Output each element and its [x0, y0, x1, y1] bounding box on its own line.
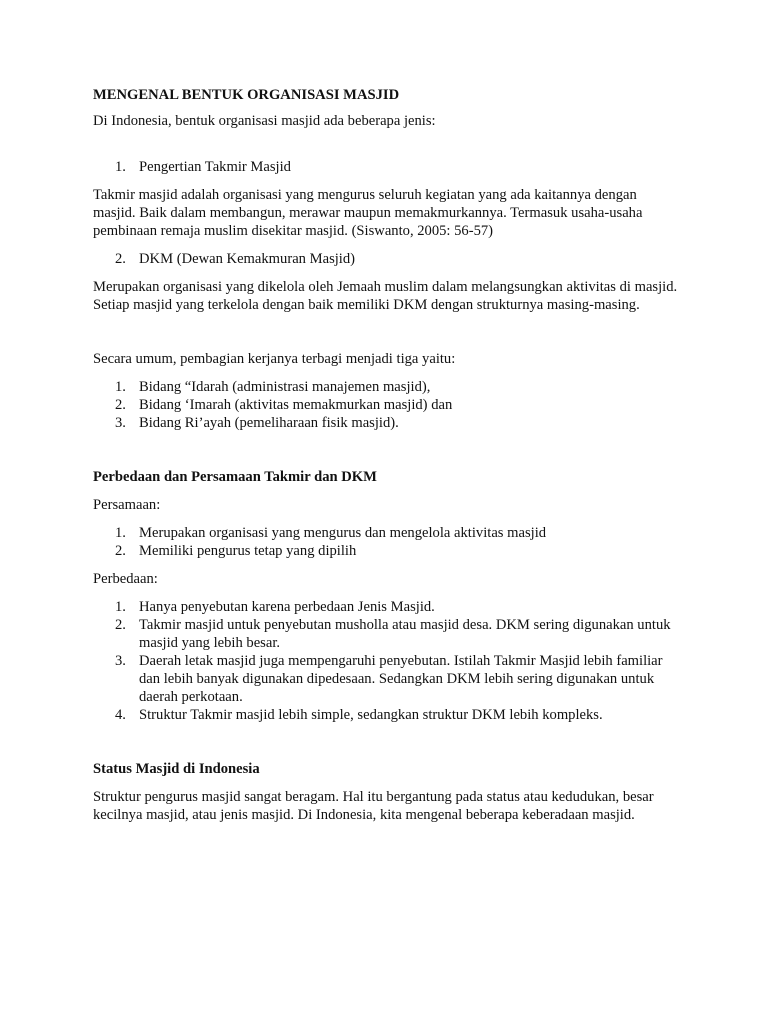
- list-item-text: Takmir masjid untuk penyebutan musholla atau masjid desa. DKM sering digunakan untuk masjid yang lebih besar.: [139, 617, 671, 651]
- list-item-text: Pengertian Takmir Masjid: [139, 159, 291, 175]
- section1-list: [93, 158, 678, 176]
- intro-paragraph: Di Indonesia, bentuk organisasi masjid ada beberapa jenis:: [93, 113, 436, 129]
- list-item: [93, 652, 678, 706]
- takmir-definition-paragraph: Takmir masjid adalah organisasi yang mengurus seluruh kegiatan yang ada kaitannya dengan masjid. Baik dalam membangun, merawar maupun memakmurkannya. Termasuk usaha-usaha pembinaan remaja muslim disekitar masjid. (Siswanto, 2005: 56-57): [93, 187, 643, 239]
- list-item: [93, 414, 678, 432]
- status-paragraph: Struktur pengurus masjid sangat beragam. Hal itu bergantung pada status atau kedudukan, besar kecilnya masjid, atau jenis masjid. Di Indonesia, kita mengenal beberapa keberadaan masjid.: [93, 789, 654, 823]
- list-number: 1.: [115, 525, 126, 541]
- list-item: [93, 616, 678, 652]
- dkm-definition-paragraph: Merupakan organisasi yang dikelola oleh Jemaah muslim dalam melangsungkan aktivitas di masjid. Setiap masjid yang terkelola dengan baik memiliki DKM dengan strukturnya masing-masing.: [93, 279, 678, 313]
- division-list: [93, 378, 678, 432]
- list-item: [93, 378, 678, 396]
- list-number: 2.: [115, 617, 126, 633]
- list-number: 4.: [115, 707, 126, 723]
- list-item-text: Bidang Ri’ayah (pemeliharaan fisik masjid).: [139, 415, 399, 431]
- document-title: MENGENAL BENTUK ORGANISASI MASJID: [93, 87, 400, 103]
- list-item-text: Daerah letak masjid juga mempengaruhi penyebutan. Istilah Takmir Masjid lebih familiar dan lebih banyak digunakan dipedesaan. Sedangkan DKM lebih sering digunakan untuk daerah perkotaan.: [139, 653, 663, 705]
- list-item-text: Merupakan organisasi yang mengurus dan mengelola aktivitas masjid: [139, 525, 547, 541]
- differences-label: Perbedaan:: [93, 571, 158, 587]
- list-item: [93, 542, 678, 560]
- list-item-text: DKM (Dewan Kemakmuran Masjid): [139, 251, 356, 267]
- list-item-text: Bidang “Idarah (administrasi manajemen masjid),: [139, 379, 431, 395]
- list-item: [93, 524, 678, 542]
- similarities-label: Persamaan:: [93, 497, 161, 513]
- section2-list: [93, 250, 678, 268]
- list-item: [93, 396, 678, 414]
- list-item-text: Bidang ‘Imarah (aktivitas memakmurkan masjid) dan: [139, 397, 453, 413]
- list-item-text: Struktur Takmir masjid lebih simple, sedangkan struktur DKM lebih kompleks.: [139, 707, 603, 723]
- list-item: [93, 250, 678, 268]
- list-item: [93, 706, 678, 724]
- division-intro-paragraph: Secara umum, pembagian kerjanya terbagi menjadi tiga yaitu:: [93, 351, 456, 367]
- list-number: 2.: [115, 397, 126, 413]
- list-number: 2.: [115, 251, 126, 267]
- list-item-text: Hanya penyebutan karena perbedaan Jenis Masjid.: [139, 599, 435, 615]
- list-number: 2.: [115, 543, 126, 559]
- list-number: 3.: [115, 653, 126, 669]
- differences-list: [93, 598, 678, 724]
- list-item: [93, 598, 678, 616]
- list-number: 3.: [115, 415, 126, 431]
- list-number: 1.: [115, 379, 126, 395]
- comparison-heading: Perbedaan dan Persamaan Takmir dan DKM: [93, 469, 377, 485]
- status-heading: Status Masjid di Indonesia: [93, 761, 260, 777]
- list-number: 1.: [115, 599, 126, 615]
- list-item-text: Memiliki pengurus tetap yang dipilih: [139, 543, 357, 559]
- list-item: [93, 158, 678, 176]
- list-number: 1.: [115, 159, 126, 175]
- similarities-list: [93, 524, 678, 560]
